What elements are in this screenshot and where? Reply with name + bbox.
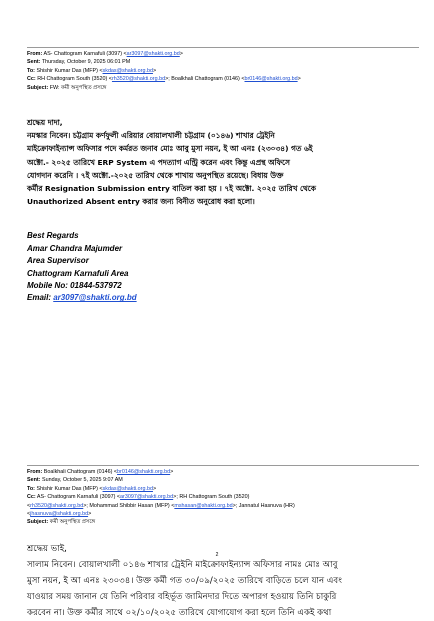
email-subject-line: Subject: কর্মী অনুপস্থিত প্রসঙ্গে: [27, 519, 96, 526]
forwarded-email: [27, 47, 417, 305]
greeting: শ্রদ্ধেয় দাদা,: [27, 118, 63, 128]
body-line: কর্মীর Resignation Submission entry বাতিল করা হয় । ৭ই অক্টো. ২০২৫ তারিখ থেকে: [27, 184, 316, 194]
header-divider: [27, 47, 419, 48]
cc-email-link[interactable]: rh3520@shakti.org.bd: [30, 502, 84, 509]
body-line: অক্টো.- ২০২৫ তারিখে ERP System এ পদত্যাগ এন্ট্রি করেন এবং কিন্তু এপ্রন্থ অফিসে: [27, 157, 290, 167]
page-number: 2: [215, 552, 219, 558]
cc-email-link[interactable]: br0146@shakti.org.bd: [244, 76, 298, 83]
signature-block: [27, 230, 417, 304]
cc-email-link[interactable]: ar3097@shakti.org.bd: [120, 494, 174, 501]
to-email-link[interactable]: skdas@shakti.org.bd: [102, 67, 153, 74]
email-sent-line: Sent: Sunday, October 5, 2025 9:07 AM: [27, 477, 123, 484]
greeting: শ্রদ্ধেয় ভাই,: [27, 543, 67, 554]
signature-title: Area Supervisor: [27, 256, 89, 266]
signature-closing: Best Regards: [27, 231, 79, 241]
body-line: যাওয়ার সময় জানান যে তিনি পরিবার বহির্ভূত জামিনদার দিতে অপারগ হওয়ায় তিনি চাকুরি: [27, 591, 337, 602]
cc-email-link[interactable]: rh3520@shakti.org.bd: [111, 76, 166, 83]
email-cc-line-cont: <rh3520@shakti.org.bd>; Mohammad Shibbir Hasan (MFP) <mshasan@shakti.org.bd>; Jannatul Hasnuva (HR): [27, 502, 295, 509]
email-from-line: From: Boalkhali Chattogram (0146) <br0146@shakti.org.bd>: [27, 469, 174, 475]
to-email-link[interactable]: skdas@shakti.org.bd: [102, 485, 153, 492]
body-line: করবেন না। উক্ত কর্মীর সাথে ০২/১০/২০২৫ তারিখে যোগাযোগ করা হলে তিনি একই কথা: [27, 607, 332, 618]
signature-area: Chattogram Karnafuli Area: [27, 268, 129, 278]
signature-email-link[interactable]: ar3097@shakti.org.bd: [53, 293, 137, 303]
cc-email-link[interactable]: jhasnuva@shakti.org.bd: [30, 511, 89, 518]
email-to-line: To: Shishir Kumar Das (MFP) <skdas@shakti.org.bd>: [27, 485, 157, 492]
original-email: [27, 465, 417, 621]
body-line: যোগদান করেনি । ৭ই অক্টো.-২০২৫ তারিখ থেকে শাখায় অনুপস্থিত রয়েছে। বিধায় উক্ত: [27, 170, 284, 180]
body-line: সালাম নিবেন। বোয়ালখালী ০১৪৬ শাখার ট্রেইনি মাইক্রোফাইন্যান্স অফিসার নামঃ মোঃ আবু: [27, 559, 338, 570]
from-email-link[interactable]: br0146@shakti.org.bd: [117, 469, 171, 475]
header-divider: [27, 465, 419, 466]
body-line: Unauthorized Absent entry করার জন্য বিনীত অনুরোধ করা হলো।: [27, 197, 255, 207]
email-cc-line: Cc: RH Chattogram South (3520) <rh3520@shakti.org.bd>; Boalkhali Chattogram (0146) <br0146@shakti.org.bd>: [27, 76, 301, 83]
email-cc-line: Cc: AS- Chattogram Karnafuli (3097) <ar3097@shakti.org.bd>; RH Chattogram South (3520): [27, 494, 250, 501]
email-to-line: To: Shishir Kumar Das (MFP) <skdas@shakti.org.bd>: [27, 67, 157, 74]
email-sent-line: Sent: Thursday, October 9, 2025 06:01 PM: [27, 59, 131, 66]
signature-name: Amar Chandra Majumder: [27, 243, 123, 253]
from-email-link[interactable]: ar3097@shakti.org.bd: [126, 51, 180, 57]
signature-mobile: Mobile No: 01844-537972: [27, 281, 122, 291]
body-line: মাইক্রোফাইন্যান্স অফিসার পদে কর্মরত জনাব মোঃ আবু মুসা নয়ন, ই আ এনঃ (২৩০৩৪) গত ৬ই: [27, 144, 313, 154]
signature-email: Email: ar3097@shakti.org.bd: [27, 293, 137, 303]
email-body: [27, 116, 417, 208]
body-line: নমস্কার নিবেন। চট্টগ্রাম কর্ণফুলী এরিয়ার বোয়ালখালী চট্টগ্রাম (০১৪৬) শাখার ট্রেইনি: [27, 131, 275, 141]
email-from-line: From: AS- Chattogram Karnafuli (3097) <ar3097@shakti.org.bd>: [27, 51, 183, 57]
email-cc-line-cont: <jhasnuva@shakti.org.bd>: [27, 511, 92, 518]
body-line: মুসা নয়ন, ই আ এনঃ ২৩০৩৪। উক্ত কর্মী গত ৩০/০৯/২০২৫ তারিখে বাড়িতে চলে যান এবং: [27, 575, 342, 586]
cc-email-link[interactable]: mshasan@shakti.org.bd: [174, 502, 233, 509]
email-subject-line: Subject: FW: কর্মী অনুপস্থিত প্রসঙ্গে: [27, 84, 107, 91]
